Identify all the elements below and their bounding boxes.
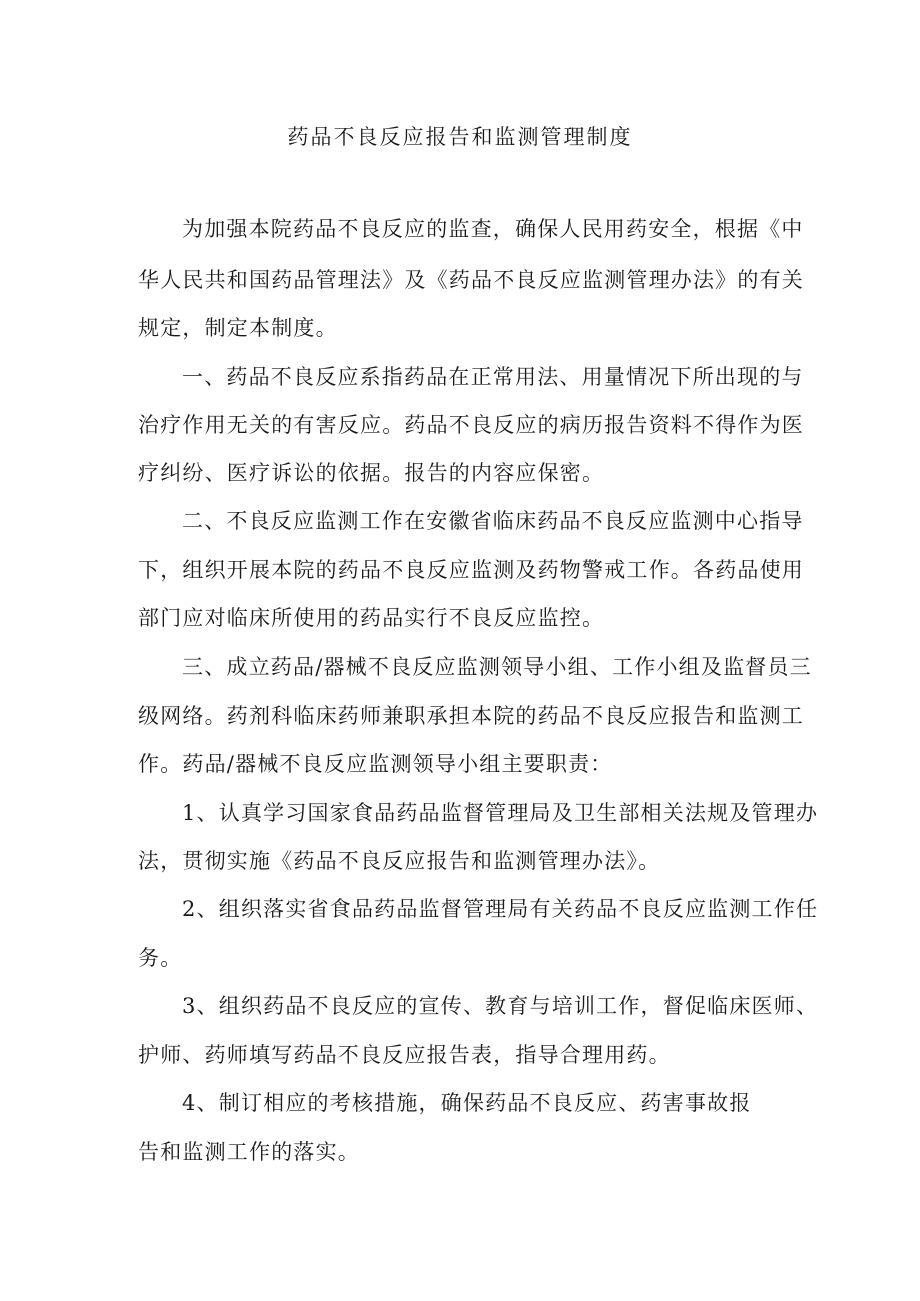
paragraph-line: 疗纠纷、医疗诉讼的依据。报告的内容应保密。 bbox=[138, 461, 605, 485]
paragraph-line: 下，组织开展本院的药品不良反应监测及药物警戒工作。各药品使用 bbox=[138, 558, 804, 582]
paragraph-line: 护师、药师填写药品不良反应报告表，指导合理用药。 bbox=[138, 1043, 671, 1067]
paragraph-line: 二、不良反应监测工作在安徽省临床药品不良反应监测中心指导 bbox=[182, 509, 804, 533]
paragraph-line: 4、制订相应的考核措施，确保药品不良反应、药害事故报 bbox=[182, 1091, 752, 1115]
paragraph-line: 告和监测工作的落实。 bbox=[138, 1140, 360, 1164]
paragraph-line: 务。 bbox=[138, 946, 183, 970]
paragraph-line: 部门应对临床所使用的药品实行不良反应监控。 bbox=[138, 606, 605, 630]
paragraph-line: 规定，制定本制度。 bbox=[138, 316, 338, 340]
paragraph-line: 级网络。药剂科临床药师兼职承担本院的药品不良反应报告和监测工 bbox=[138, 704, 804, 728]
paragraph-line: 作。药品/器械不良反应监测领导小组主要职责： bbox=[138, 752, 613, 776]
paragraph-line: 为加强本院药品不良反应的监查，确保人民用药安全，根据《中 bbox=[182, 217, 804, 241]
document-title: 药品不良反应报告和监测管理制度 bbox=[287, 125, 633, 149]
paragraph-line: 3、组织药品不良反应的宣传、教育与培训工作，督促临床医师、 bbox=[182, 994, 819, 1018]
paragraph-line: 法，贯彻实施《药品不良反应报告和监测管理办法》。 bbox=[138, 849, 661, 873]
paragraph-line: 三、成立药品/器械不良反应监测领导小组、工作小组及监督员三 bbox=[182, 655, 812, 679]
paragraph-line: 一、药品不良反应系指药品在正常用法、用量情况下所出现的与 bbox=[182, 365, 804, 389]
paragraph-line: 1、认真学习国家食品药品监督管理局及卫生部相关法规及管理办 bbox=[182, 801, 819, 825]
paragraph-line: 治疗作用无关的有害反应。药品不良反应的病历报告资料不得作为医 bbox=[138, 413, 804, 437]
paragraph-line: 2、组织落实省食品药品监督管理局有关药品不良反应监测工作任 bbox=[182, 897, 819, 921]
paragraph-line: 华人民共和国药品管理法》及《药品不良反应监测管理办法》的有关 bbox=[138, 268, 804, 292]
